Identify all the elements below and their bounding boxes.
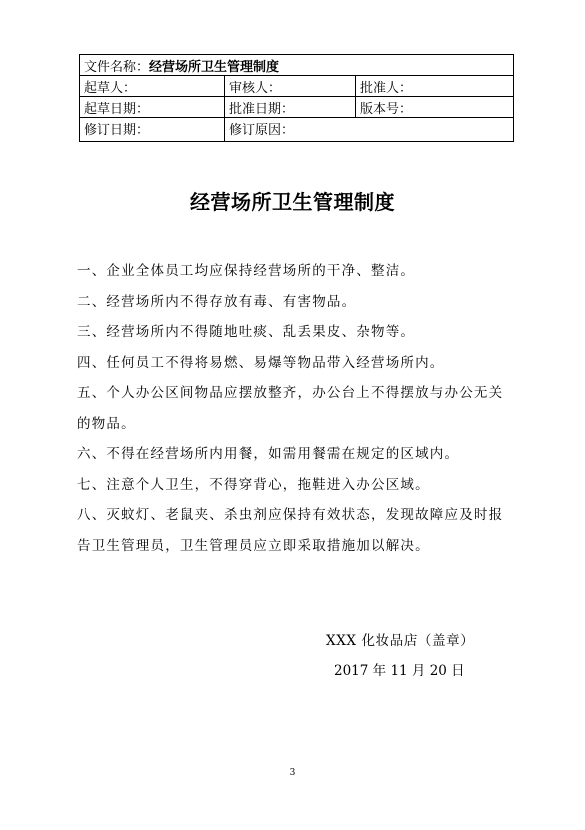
- file-name-cell: [80, 55, 514, 76]
- rule-item: 七、注意个人卫生，不得穿背心，拖鞋进入办公区域。: [77, 476, 430, 493]
- dates-row: [80, 97, 514, 118]
- approval-date-label: 批准日期：: [225, 97, 356, 118]
- rule-item: 三、经营场所内不得随地吐痰、乱丢果皮、杂物等。: [77, 324, 416, 340]
- approver-label: 批准人：: [356, 76, 514, 97]
- signature-block: [320, 626, 490, 686]
- revision-reason-label: 修订原因：: [225, 118, 514, 142]
- file-name-row: [80, 55, 514, 76]
- file-name-value: 经营场所卫生管理制度: [149, 59, 280, 75]
- version-label: 版本号：: [356, 97, 514, 118]
- revision-date-label: 修订日期：: [80, 118, 225, 142]
- rule-item: 二、经营场所内不得存放有毒、有害物品。: [77, 293, 357, 310]
- draft-date-label: 起草日期：: [80, 97, 225, 118]
- page-number: 3: [289, 768, 296, 778]
- document-title: 经营场所卫生管理制度: [190, 190, 395, 214]
- rule-item: 六、不得在经营场所内用餐，如需用餐需在规定的区域内。: [77, 446, 460, 462]
- document-header-table: [79, 54, 514, 142]
- rule-item: 一、企业全体员工均应保持经营场所的干净、整洁。: [77, 263, 416, 279]
- reviewer-label: 审核人：: [225, 76, 356, 97]
- revision-row: [80, 118, 514, 142]
- signature-date: 2017 年 11 月 20 日: [334, 663, 465, 679]
- people-row: [80, 76, 514, 97]
- rules-list: [77, 256, 515, 561]
- signature-organization: XXX 化妆品店（盖章）: [326, 633, 475, 649]
- drafter-label: 起草人：: [80, 76, 225, 97]
- rule-item: 八、灭蚊灯、老鼠夹、杀虫剂应保持有效状态，发现故障应及时报告卫生管理员，卫生管理员应立即采取措施加以解决。: [77, 507, 504, 554]
- rule-item: 五、个人办公区间物品应摆放整齐，办公台上不得摆放与办公无关的物品。: [77, 385, 504, 432]
- file-name-label: 文件名称：: [84, 59, 150, 75]
- rule-item: 四、任何员工不得将易燃、易爆等物品带入经营场所内。: [77, 354, 445, 371]
